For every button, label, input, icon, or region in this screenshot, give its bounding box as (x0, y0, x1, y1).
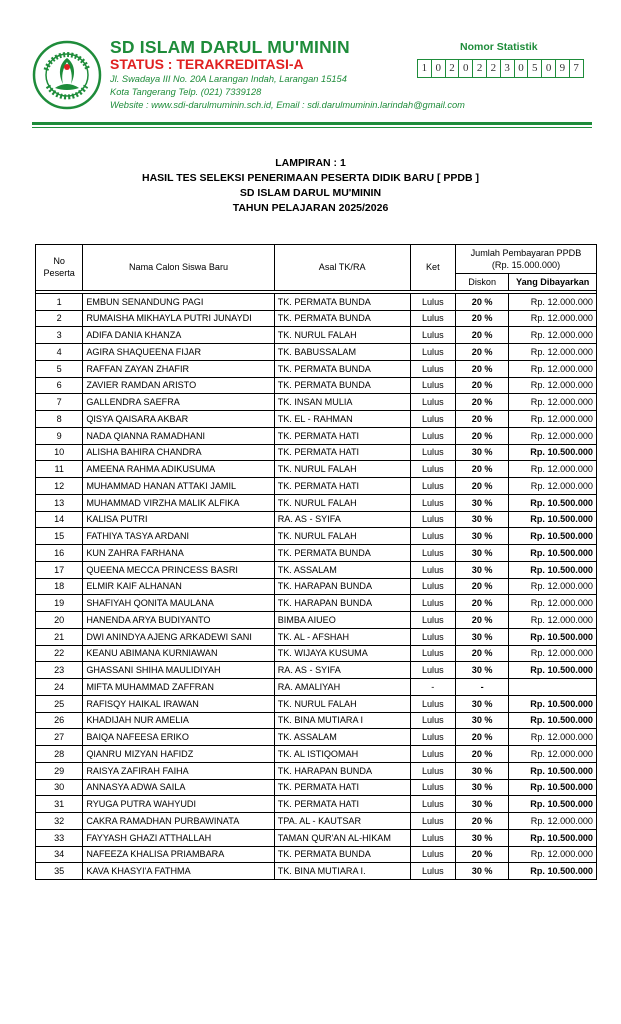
row-dibayarkan: Rp. 12.000.000 (509, 595, 597, 612)
row-diskon: 20 % (455, 310, 508, 327)
row-name: EMBUN SENANDUNG PAGI (83, 293, 274, 310)
row-ket: Lulus (410, 545, 455, 562)
row-dibayarkan: Rp. 12.000.000 (509, 846, 597, 863)
row-ket: Lulus (410, 461, 455, 478)
row-ket: Lulus (410, 411, 455, 428)
row-asal: TK. ASSALAM (274, 561, 410, 578)
row-dibayarkan: Rp. 10.500.000 (509, 762, 597, 779)
row-no: 35 (36, 863, 83, 880)
row-no: 3 (36, 327, 83, 344)
header-dibayarkan: Yang Dibayarkan (509, 274, 597, 291)
row-name: NAFEEZA KHALISA PRIAMBARA (83, 846, 274, 863)
row-name: HANENDA ARYA BUDIYANTO (83, 612, 274, 629)
row-ket: Lulus (410, 360, 455, 377)
row-no: 1 (36, 293, 83, 310)
table-row (36, 411, 597, 428)
row-asal: TK. BINA MUTIARA I. (274, 863, 410, 880)
school-address: Jl. Swadaya III No. 20A Larangan Indah, Larangan 15154 (110, 74, 347, 84)
row-name: KHADIJAH NUR AMELIA (83, 712, 274, 729)
table-row (36, 863, 597, 880)
row-diskon: 20 % (455, 394, 508, 411)
row-dibayarkan: Rp. 12.000.000 (509, 746, 597, 763)
row-no: 12 (36, 478, 83, 495)
row-asal: TK. AL ISTIQOMAH (274, 746, 410, 763)
row-ket: Lulus (410, 612, 455, 629)
row-ket: Lulus (410, 444, 455, 461)
header-pembayaran (455, 245, 596, 274)
row-dibayarkan: Rp. 10.500.000 (509, 628, 597, 645)
row-dibayarkan: Rp. 12.000.000 (509, 293, 597, 310)
table-row (36, 578, 597, 595)
row-diskon: 20 % (455, 746, 508, 763)
table-row (36, 360, 597, 377)
row-dibayarkan: Rp. 12.000.000 (509, 729, 597, 746)
row-ket: Lulus (410, 712, 455, 729)
row-name: NADA QIANNA RAMADHANI (83, 427, 274, 444)
nomor-statistik-digit: 2 (472, 59, 487, 78)
table-row (36, 628, 597, 645)
row-no: 24 (36, 679, 83, 696)
row-ket: Lulus (410, 779, 455, 796)
ppdb-title: HASIL TES SELEKSI PENERIMAAN PESERTA DIDIK BARU [ PPDB ] (141, 172, 479, 184)
table-row (36, 796, 597, 813)
row-ket: Lulus (410, 528, 455, 545)
row-name: GHASSANI SHIHA MAULIDIYAH (83, 662, 274, 679)
row-ket: Lulus (410, 578, 455, 595)
row-ket: Lulus (410, 561, 455, 578)
row-name: CAKRA RAMADHAN PURBAWINATA (83, 813, 274, 830)
row-no: 6 (36, 377, 83, 394)
school-logo-icon (32, 40, 102, 110)
row-dibayarkan: Rp. 12.000.000 (509, 344, 597, 361)
row-name: ALISHA BAHIRA CHANDRA (83, 444, 274, 461)
row-diskon: 30 % (455, 511, 508, 528)
row-ket: Lulus (410, 813, 455, 830)
row-no: 13 (36, 494, 83, 511)
table-row (36, 310, 597, 327)
row-name: RAFISQY HAIKAL IRAWAN (83, 695, 274, 712)
header-diskon: Diskon (455, 274, 508, 291)
letterhead (0, 0, 621, 130)
row-no: 30 (36, 779, 83, 796)
row-ket: - (410, 679, 455, 696)
row-asal: TK. PERMATA BUNDA (274, 360, 410, 377)
row-diskon: 20 % (455, 411, 508, 428)
row-ket: Lulus (410, 662, 455, 679)
row-no: 22 (36, 645, 83, 662)
row-no: 15 (36, 528, 83, 545)
row-diskon: 30 % (455, 829, 508, 846)
row-ket: Lulus (410, 628, 455, 645)
table-row (36, 846, 597, 863)
header-ket: Ket (410, 245, 455, 291)
row-no: 14 (36, 511, 83, 528)
school-web-email: Website : www.sdi-darulmuminin.sch.id, Email : sdi.darulmuminin.larindah@gmail.com (110, 100, 465, 110)
row-dibayarkan: Rp. 12.000.000 (509, 377, 597, 394)
row-name: ELMIR KAIF ALHANAN (83, 578, 274, 595)
row-no: 2 (36, 310, 83, 327)
row-no: 27 (36, 729, 83, 746)
row-ket: Lulus (410, 863, 455, 880)
row-ket: Lulus (410, 394, 455, 411)
row-name: QUEENA MECCA PRINCESS BASRI (83, 561, 274, 578)
header-asal: Asal TK/RA (274, 245, 410, 291)
row-name: ANNASYA ADWA SAILA (83, 779, 274, 796)
table-row (36, 494, 597, 511)
nomor-statistik-digit: 0 (541, 59, 556, 78)
table-row (36, 444, 597, 461)
row-name: MUHAMMAD VIRZHA MALIK ALFIKA (83, 494, 274, 511)
row-asal: TK. NURUL FALAH (274, 695, 410, 712)
year-title: TAHUN PELAJARAN 2025/2026 (232, 202, 389, 214)
row-diskon: 30 % (455, 779, 508, 796)
table-row (36, 695, 597, 712)
row-diskon: 20 % (455, 344, 508, 361)
row-ket: Lulus (410, 746, 455, 763)
table-row (36, 662, 597, 679)
row-name: MIFTA MUHAMMAD ZAFFRAN (83, 679, 274, 696)
row-asal: TPA. AL - KAUTSAR (274, 813, 410, 830)
row-asal: TK. HARAPAN BUNDA (274, 578, 410, 595)
row-name: AMEENA RAHMA ADIKUSUMA (83, 461, 274, 478)
row-no: 33 (36, 829, 83, 846)
row-dibayarkan: Rp. 12.000.000 (509, 360, 597, 377)
row-diskon: 20 % (455, 729, 508, 746)
row-diskon: 20 % (455, 578, 508, 595)
row-diskon: 30 % (455, 545, 508, 562)
row-asal: TK. BABUSSALAM (274, 344, 410, 361)
nomor-statistik-digit: 7 (569, 59, 584, 78)
row-no: 18 (36, 578, 83, 595)
row-dibayarkan: Rp. 10.500.000 (509, 796, 597, 813)
row-dibayarkan: Rp. 12.000.000 (509, 612, 597, 629)
row-diskon: 20 % (455, 813, 508, 830)
header-nama: Nama Calon Siswa Baru (83, 245, 274, 291)
row-name: MUHAMMAD HANAN ATTAKI JAMIL (83, 478, 274, 495)
row-dibayarkan (509, 679, 597, 696)
row-name: GALLENDRA SAEFRA (83, 394, 274, 411)
row-asal: TK. PERMATA BUNDA (274, 846, 410, 863)
row-diskon: 20 % (455, 846, 508, 863)
row-ket: Lulus (410, 377, 455, 394)
row-dibayarkan: Rp. 12.000.000 (509, 578, 597, 595)
row-asal: TK. PERMATA BUNDA (274, 310, 410, 327)
table-row (36, 344, 597, 361)
row-no: 26 (36, 712, 83, 729)
table-row (36, 427, 597, 444)
header-divider-thick (32, 122, 592, 125)
row-no: 11 (36, 461, 83, 478)
row-diskon: 30 % (455, 695, 508, 712)
row-name: DWI ANINDYA AJENG ARKADEWI SANI (83, 628, 274, 645)
nomor-statistik-digit: 3 (500, 59, 515, 78)
table-row (36, 779, 597, 796)
row-no: 19 (36, 595, 83, 612)
row-asal: TK. EL - RAHMAN (274, 411, 410, 428)
row-asal: BIMBA AIUEO (274, 612, 410, 629)
row-diskon: 30 % (455, 662, 508, 679)
table-row (36, 327, 597, 344)
row-dibayarkan: Rp. 12.000.000 (509, 427, 597, 444)
row-name: FAYYASH GHAZI ATTHALLAH (83, 829, 274, 846)
row-diskon: 30 % (455, 796, 508, 813)
nomor-statistik-digit: 0 (514, 59, 529, 78)
row-dibayarkan: Rp. 12.000.000 (509, 310, 597, 327)
row-name: KALISA PUTRI (83, 511, 274, 528)
row-dibayarkan: Rp. 10.500.000 (509, 829, 597, 846)
table-body (36, 290, 597, 879)
row-ket: Lulus (410, 511, 455, 528)
school-city-phone: Kota Tangerang Telp. (021) 7339128 (110, 87, 262, 97)
row-dibayarkan: Rp. 10.500.000 (509, 494, 597, 511)
row-no: 16 (36, 545, 83, 562)
row-diskon: 30 % (455, 561, 508, 578)
row-diskon: 30 % (455, 762, 508, 779)
table-row (36, 528, 597, 545)
row-diskon: 20 % (455, 377, 508, 394)
row-dibayarkan: Rp. 12.000.000 (509, 461, 597, 478)
table-row (36, 746, 597, 763)
row-asal: TK. INSAN MULIA (274, 394, 410, 411)
lampiran-title: LAMPIRAN : 1 (275, 157, 346, 169)
row-ket: Lulus (410, 829, 455, 846)
row-diskon: 20 % (455, 645, 508, 662)
row-asal: TK. ASSALAM (274, 729, 410, 746)
row-ket: Lulus (410, 478, 455, 495)
school-name: SD ISLAM DARUL MU'MININ (110, 37, 350, 57)
table-row (36, 478, 597, 495)
row-no: 8 (36, 411, 83, 428)
nomor-statistik-digit: 2 (486, 59, 501, 78)
row-dibayarkan: Rp. 10.500.000 (509, 863, 597, 880)
row-diskon: 20 % (455, 427, 508, 444)
header-divider-thin (32, 127, 592, 128)
nomor-statistik-digit: 5 (527, 59, 542, 78)
row-ket: Lulus (410, 293, 455, 310)
row-asal: TK. AL - AFSHAH (274, 628, 410, 645)
row-no: 4 (36, 344, 83, 361)
row-ket: Lulus (410, 645, 455, 662)
row-dibayarkan: Rp. 12.000.000 (509, 327, 597, 344)
row-dibayarkan: Rp. 10.500.000 (509, 561, 597, 578)
row-no: 17 (36, 561, 83, 578)
row-name: ZAVIER RAMDAN ARISTO (83, 377, 274, 394)
table-row (36, 679, 597, 696)
row-dibayarkan: Rp. 12.000.000 (509, 411, 597, 428)
row-name: BAIQA NAFEESA ERIKO (83, 729, 274, 746)
row-diskon: 30 % (455, 628, 508, 645)
row-ket: Lulus (410, 729, 455, 746)
row-no: 7 (36, 394, 83, 411)
table-row (36, 813, 597, 830)
row-ket: Lulus (410, 344, 455, 361)
school-title: SD ISLAM DARUL MU'MININ (239, 187, 382, 199)
row-asal: TK. WIJAYA KUSUMA (274, 645, 410, 662)
row-asal: TK. NURUL FALAH (274, 327, 410, 344)
row-asal: TK. NURUL FALAH (274, 494, 410, 511)
row-asal: RA. AS - SYIFA (274, 662, 410, 679)
table-row (36, 612, 597, 629)
row-diskon: 30 % (455, 444, 508, 461)
ppdb-results-table (35, 244, 597, 880)
row-diskon: 20 % (455, 612, 508, 629)
row-no: 28 (36, 746, 83, 763)
row-diskon: 30 % (455, 494, 508, 511)
row-asal: TK. PERMATA HATI (274, 427, 410, 444)
row-name: ADIFA DANIA KHANZA (83, 327, 274, 344)
row-no: 5 (36, 360, 83, 377)
table-row (36, 377, 597, 394)
row-dibayarkan: Rp. 12.000.000 (509, 394, 597, 411)
table-row (36, 394, 597, 411)
table-row (36, 762, 597, 779)
table-row (36, 511, 597, 528)
row-dibayarkan: Rp. 10.500.000 (509, 444, 597, 461)
row-ket: Lulus (410, 310, 455, 327)
table-row (36, 293, 597, 310)
row-diskon: 20 % (455, 360, 508, 377)
row-dibayarkan: Rp. 10.500.000 (509, 511, 597, 528)
nomor-statistik-digit: 0 (458, 59, 473, 78)
row-asal: TK. BINA MUTIARA I (274, 712, 410, 729)
row-asal: TK. NURUL FALAH (274, 528, 410, 545)
row-ket: Lulus (410, 695, 455, 712)
row-asal: RA. AS - SYIFA (274, 511, 410, 528)
header-pembayaran-total: (Rp. 15.000.000) (491, 260, 561, 270)
row-no: 23 (36, 662, 83, 679)
row-asal: TK. PERMATA BUNDA (274, 377, 410, 394)
row-ket: Lulus (410, 796, 455, 813)
row-dibayarkan: Rp. 10.500.000 (509, 712, 597, 729)
row-asal: RA. AMALIYAH (274, 679, 410, 696)
row-name: QISYA QAISARA AKBAR (83, 411, 274, 428)
row-diskon: - (455, 679, 508, 696)
row-no: 20 (36, 612, 83, 629)
row-name: KAVA KHASYI'A FATHMA (83, 863, 274, 880)
row-no: 29 (36, 762, 83, 779)
row-dibayarkan: Rp. 10.500.000 (509, 779, 597, 796)
header-no-peserta: No Peserta (36, 245, 83, 291)
accreditation-status: STATUS : TERAKREDITASI-A (110, 56, 304, 72)
row-dibayarkan: Rp. 12.000.000 (509, 478, 597, 495)
row-no: 31 (36, 796, 83, 813)
row-diskon: 30 % (455, 863, 508, 880)
row-name: AGIRA SHAQUEENA FIJAR (83, 344, 274, 361)
nomor-statistik-digit: 0 (431, 59, 446, 78)
row-diskon: 20 % (455, 595, 508, 612)
table-row (36, 645, 597, 662)
table-row (36, 829, 597, 846)
document-title-block (0, 156, 621, 216)
row-name: RAFFAN ZAYAN ZHAFIR (83, 360, 274, 377)
table-row (36, 561, 597, 578)
row-name: KUN ZAHRA FARHANA (83, 545, 274, 562)
row-dibayarkan: Rp. 10.500.000 (509, 528, 597, 545)
row-asal: TK. PERMATA BUNDA (274, 545, 410, 562)
row-dibayarkan: Rp. 10.500.000 (509, 662, 597, 679)
row-name: FATHIYA TASYA ARDANI (83, 528, 274, 545)
nomor-statistik-digit: 2 (445, 59, 460, 78)
row-dibayarkan: Rp. 10.500.000 (509, 545, 597, 562)
table-row (36, 712, 597, 729)
nomor-statistik-digit: 9 (555, 59, 570, 78)
nomor-statistik-label: Nomor Statistik (460, 41, 538, 53)
row-asal: TK. HARAPAN BUNDA (274, 595, 410, 612)
row-name: KEANU ABIMANA KURNIAWAN (83, 645, 274, 662)
row-dibayarkan: Rp. 10.500.000 (509, 695, 597, 712)
row-asal: TK. PERMATA HATI (274, 796, 410, 813)
row-asal: TAMAN QUR'AN AL-HIKAM (274, 829, 410, 846)
row-diskon: 30 % (455, 528, 508, 545)
row-asal: TK. HARAPAN BUNDA (274, 762, 410, 779)
row-dibayarkan: Rp. 12.000.000 (509, 813, 597, 830)
nomor-statistik-boxes (417, 59, 583, 78)
row-name: RYUGA PUTRA WAHYUDI (83, 796, 274, 813)
row-dibayarkan: Rp. 12.000.000 (509, 645, 597, 662)
row-no: 10 (36, 444, 83, 461)
row-diskon: 20 % (455, 293, 508, 310)
row-no: 32 (36, 813, 83, 830)
row-name: RUMAISHA MIKHAYLA PUTRI JUNAYDI (83, 310, 274, 327)
row-no: 21 (36, 628, 83, 645)
row-name: RAISYA ZAFIRAH FAIHA (83, 762, 274, 779)
row-name: QIANRU MIZYAN HAFIDZ (83, 746, 274, 763)
row-no: 34 (36, 846, 83, 863)
row-asal: TK. PERMATA BUNDA (274, 293, 410, 310)
row-asal: TK. PERMATA HATI (274, 444, 410, 461)
row-ket: Lulus (410, 595, 455, 612)
row-diskon: 20 % (455, 478, 508, 495)
table-row (36, 461, 597, 478)
table-row (36, 729, 597, 746)
nomor-statistik-digit: 1 (417, 59, 432, 78)
row-ket: Lulus (410, 427, 455, 444)
row-diskon: 20 % (455, 327, 508, 344)
row-ket: Lulus (410, 846, 455, 863)
row-diskon: 30 % (455, 712, 508, 729)
row-no: 25 (36, 695, 83, 712)
row-name: SHAFIYAH QONITA MAULANA (83, 595, 274, 612)
table-row (36, 595, 597, 612)
row-diskon: 20 % (455, 461, 508, 478)
row-ket: Lulus (410, 327, 455, 344)
row-ket: Lulus (410, 494, 455, 511)
row-ket: Lulus (410, 762, 455, 779)
header-pembayaran-label: Jumlah Pembayaran PPDB (470, 248, 582, 258)
row-asal: TK. PERMATA HATI (274, 779, 410, 796)
row-asal: TK. PERMATA HATI (274, 478, 410, 495)
row-asal: TK. NURUL FALAH (274, 461, 410, 478)
row-no: 9 (36, 427, 83, 444)
table-row (36, 545, 597, 562)
